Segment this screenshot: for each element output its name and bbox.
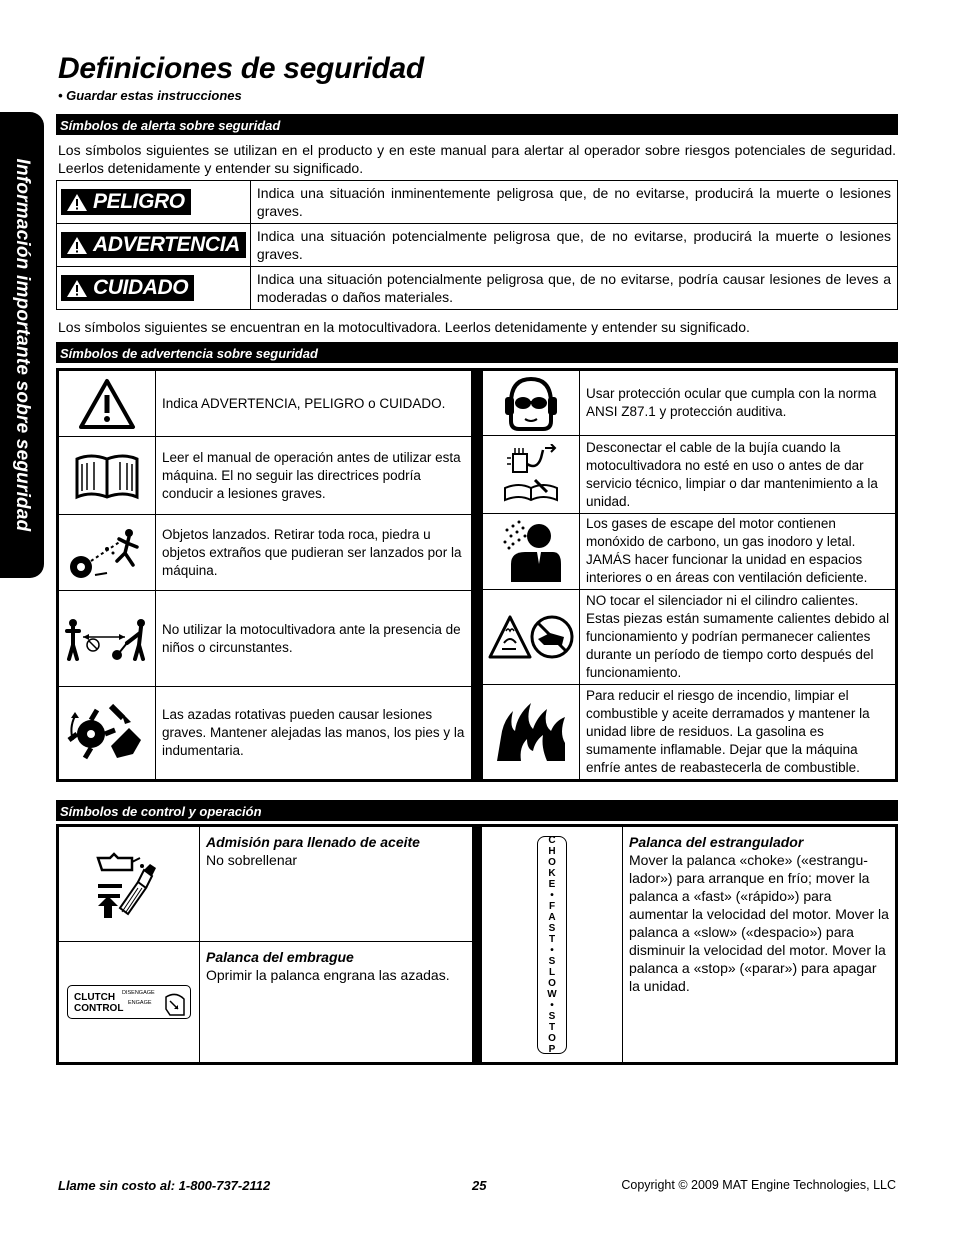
control-symbols-left-column (59, 827, 472, 1062)
symbol-row (59, 371, 471, 437)
manual-book-icon (74, 451, 140, 501)
rotating-tines-icon (67, 702, 147, 764)
warning-text: Indica una situación potencialmente peligrosa que, de no evitarse, producirá la muerte o lesiones graves. (250, 224, 897, 267)
signal-row-caution (57, 267, 898, 310)
page-subtitle: • Guardar estas instrucciones (58, 88, 242, 103)
symbol-text: NO tocar el silenciador ni el cilindro calientes. Estas piezas están sumamente calientes debido al funcionamiento y podrían permanecer calientes durante un período de tiempo corto después del funcionamiento. (586, 592, 890, 680)
section-heading-warning: Símbolos de advertencia sobre seguridad (56, 342, 898, 363)
danger-text: Indica una situación inminentemente peligrosa que, de no evitarse, producirá la muerte o lesiones graves. (250, 181, 897, 224)
page-number: 25 (472, 1178, 487, 1193)
symbol-text: Los gases de escape del motor contienen monóxido de carbono, un gas inodoro y letal. JAMÁS hacer funcionar la unidad en espacios interiores o en áreas con ventilación deficiente. (586, 516, 868, 586)
choke-badge-glyph: L (548, 966, 556, 978)
exhaust-gas-icon (501, 520, 561, 582)
symbol-row (483, 371, 895, 436)
symbols-on-tiller-note: Los símbolos siguientes se encuentran en la motocultivadora. Leerlos detenidamente y entender su significado. (58, 319, 750, 335)
symbol-text: No utilizar la motocultivadora ante la presencia de niños o circunstantes. (162, 621, 461, 655)
caution-label: CUIDADO (61, 275, 194, 301)
symbol-text: Objetos lanzados. Retirar toda roca, piedra u objetos extraños que pudieran ser lanzados por la máquina. (162, 526, 462, 578)
hot-surface-icon (488, 611, 574, 663)
alert-triangle-icon (66, 279, 88, 298)
symbol-row (59, 515, 471, 591)
control-row-clutch (59, 942, 472, 1062)
symbol-row (59, 687, 471, 779)
signal-row-danger (57, 181, 898, 224)
alert-triangle-icon (66, 193, 88, 212)
alert-intro: Los símbolos siguientes se utilizan en el producto y en este manual para alertar al operador sobre riesgos potenciales de seguridad. Leerlos detenidamente y entender su significado. (58, 142, 896, 176)
choke-badge-glyph: W (547, 988, 557, 1000)
choke-badge-glyph: • (550, 999, 554, 1011)
choke-badge-glyph: O (548, 977, 556, 989)
choke-badge-glyph: T (548, 933, 556, 945)
footer-copyright: Copyright © 2009 MAT Engine Technologies, LLC (621, 1178, 896, 1192)
control-row-oil (59, 827, 472, 942)
choke-badge-glyph: • (550, 889, 554, 901)
choke-badge-glyph: T (548, 1021, 556, 1033)
choke-badge-glyph: K (548, 867, 556, 879)
symbol-row (59, 591, 471, 687)
danger-label: PELIGRO (61, 189, 191, 215)
choke-badge-glyph: F (548, 900, 556, 912)
side-tab-label: Información importante sobre seguridad (12, 158, 33, 532)
alert-triangle-icon (66, 236, 88, 255)
thrown-objects-icon (67, 525, 147, 581)
signal-words-table (56, 180, 898, 310)
section-heading-alert: Símbolos de alerta sobre seguridad (56, 114, 898, 135)
choke-badge-glyph: S (548, 922, 556, 934)
choke-badge-glyph: P (548, 1043, 556, 1055)
warning-triangle-icon (78, 378, 136, 430)
oil-fill-icon (94, 848, 164, 920)
symbol-row (483, 590, 895, 685)
symbol-row (483, 685, 895, 779)
symbol-text: Las azadas rotativas pueden causar lesiones graves. Mantener alejadas las manos, los pies y la indumentaria. (162, 707, 465, 758)
symbol-row (483, 436, 895, 513)
symbol-text: Para reducir el riesgo de incendio, limpiar el combustible y aceite derramados y mantener la unidad libre de residuos. La gasolina es sumamente inflamable. Dejar que la máquina enfríe antes de reabastecerla de combustible. (586, 688, 870, 775)
side-tab (0, 112, 44, 578)
choke-badge-glyph: A (548, 911, 556, 923)
signal-row-warning (57, 224, 898, 267)
clutch-control-badge: CLUTCH CONTROL DISENGAGE ENGAGE (67, 985, 191, 1019)
symbol-text: Desconectar el cable de la bujía cuando la motocultivadora no esté en uso o antes de dar servicio técnico, limpiar o dar mantenimiento a la unidad. (586, 439, 878, 509)
oil-fill-title: Admisión para llenado de aceite (206, 834, 420, 850)
oil-fill-text: No sobrellenar (206, 852, 298, 868)
choke-badge-glyph: O (548, 1032, 556, 1044)
caution-text: Indica una situación potencialmente peligrosa que, de no evitarse, podría causar lesiones de leves a moderadas o daños materiales. (250, 267, 897, 310)
choke-text: Mover la palanca «choke» («estrangu-lador») para arranque en frío; mover la palanca a «fast» («rápido») para aumentar la velocidad del motor. Mover la palanca a «slow» («despacio») para disminuir la velocidad del motor. Mover la palanca a «stop» («parar») para apagar la unidad. (629, 852, 889, 994)
symbol-row (483, 514, 895, 590)
control-symbols-right-column (482, 827, 895, 1062)
warning-symbols-left-column (59, 371, 471, 779)
choke-badge (537, 836, 567, 1054)
choke-badge-glyph: S (548, 1010, 556, 1022)
choke-badge-glyph: E (548, 878, 556, 890)
control-row-choke (482, 827, 895, 1062)
choke-badge-glyph: C (548, 834, 556, 846)
choke-title: Palanca del estrangulador (629, 834, 804, 850)
eye-ear-protection-icon (503, 375, 559, 431)
section-heading-control: Símbolos de control y operación (56, 800, 898, 821)
clutch-lever-icon (162, 989, 188, 1017)
choke-badge-glyph: S (548, 955, 556, 967)
disconnect-spark-plug-icon (499, 444, 563, 506)
symbol-row (59, 437, 471, 515)
choke-badge-glyph: • (550, 944, 554, 956)
symbol-text: Usar protección ocular que cumpla con la norma ANSI Z87.1 y protección auditiva. (586, 386, 877, 420)
warning-label: ADVERTENCIA (61, 232, 246, 258)
symbol-text: Leer el manual de operación antes de utilizar esta máquina. El no seguir las directrices podría conducir a lesiones graves. (162, 449, 461, 501)
clutch-text: Oprimir la palanca engrana las azadas. (206, 967, 450, 983)
clutch-title: Palanca del embrague (206, 949, 354, 965)
keep-bystanders-away-icon (65, 615, 149, 663)
symbol-text: Indica ADVERTENCIA, PELIGRO o CUIDADO. (162, 395, 446, 411)
warning-symbols-right-column (483, 371, 895, 779)
control-symbols-grid (56, 824, 898, 1065)
choke-badge-glyph: H (548, 845, 556, 857)
choke-badge-glyph: O (548, 856, 556, 868)
page-title: Definiciones de seguridad (58, 52, 424, 85)
warning-symbols-grid (56, 368, 898, 782)
fire-hazard-icon (493, 701, 569, 763)
footer-phone: Llame sin costo al: 1-800-737-2112 (58, 1178, 271, 1193)
